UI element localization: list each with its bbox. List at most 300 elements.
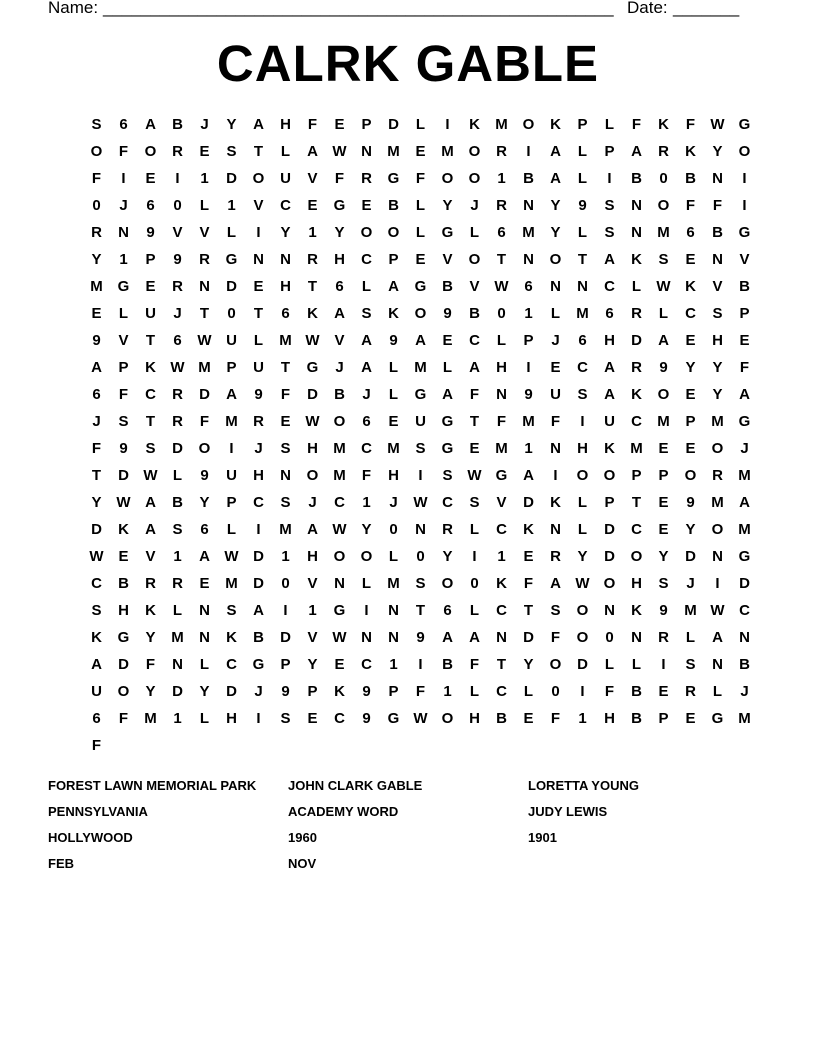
grid-cell: 0 [470,575,479,592]
grid-cell: K [307,305,318,322]
grid-cell: L [631,278,642,295]
grid-cell: W [413,710,428,727]
grid-cell: T [145,413,156,430]
grid-cell: K [631,386,642,403]
grid-cell: A [604,251,615,268]
word-list-item: JUDY LEWIS [528,804,608,819]
grid-cell: 0 [416,548,425,565]
grid-cell: D [118,467,129,484]
grid-cell: I [580,683,585,700]
grid-cell: O [657,386,670,403]
word-list-item: HOLLYWOOD [48,830,133,845]
grid-cell: G [738,413,751,430]
grid-cell: E [658,521,669,538]
grid-cell: R [172,386,183,403]
grid-cell: 9 [362,710,371,727]
word-list [48,777,768,881]
grid-cell: M [225,413,238,430]
grid-cell: I [121,170,126,187]
grid-cell: D [253,575,264,592]
grid-cell: M [441,143,454,160]
grid-cell: H [469,710,480,727]
grid-cell: O [630,548,643,565]
grid-cell: L [469,224,480,241]
grid-cell: L [118,305,129,322]
grid-cell: A [550,143,561,160]
grid-cell: K [550,494,561,511]
grid-cell: Y [685,521,696,538]
grid-cell: M [522,224,535,241]
grid-cell: S [577,386,588,403]
grid-cell: L [280,143,291,160]
grid-cell: D [226,278,237,295]
grid-cell: 6 [92,710,101,727]
grid-cell: W [656,278,671,295]
grid-cell: N [199,602,210,619]
grid-cell: C [739,602,750,619]
grid-cell: 0 [173,197,182,214]
grid-cell: 9 [659,359,668,376]
grid-cell: U [145,305,156,322]
grid-cell: N [550,440,561,457]
grid-cell: G [738,116,751,133]
grid-cell: 6 [200,521,209,538]
word-list-item: FEB [48,856,74,871]
grid-cell: A [604,359,615,376]
grid-cell: O [522,116,535,133]
grid-cell: E [334,656,345,673]
grid-cell: C [334,710,345,727]
grid-cell: K [145,359,156,376]
grid-cell: P [361,116,372,133]
grid-cell: W [710,602,725,619]
grid-cell: F [91,737,102,754]
grid-cell: W [413,494,428,511]
grid-cell: E [388,413,399,430]
grid-cell: C [226,656,237,673]
grid-cell: R [550,548,561,565]
grid-cell: N [280,251,291,268]
grid-cell: M [279,521,292,538]
grid-cell: Y [577,548,588,565]
grid-cell: H [577,440,588,457]
grid-cell: M [387,440,400,457]
grid-cell: O [657,197,670,214]
grid-cell: 6 [119,116,128,133]
grid-cell: F [307,116,318,133]
grid-cell: I [661,656,666,673]
grid-cell: N [334,575,345,592]
grid-cell: C [361,440,372,457]
grid-cell: 1 [497,548,506,565]
grid-cell: L [631,656,642,673]
grid-cell: L [496,332,507,349]
grid-cell: S [442,467,453,484]
grid-cell: Y [712,386,723,403]
grid-cell: C [334,494,345,511]
grid-cell: B [388,197,399,214]
grid-cell: M [657,413,670,430]
grid-cell: V [334,332,345,349]
grid-cell: L [388,386,399,403]
grid-cell: A [442,386,453,403]
grid-cell: L [172,467,183,484]
grid-cell: V [469,278,480,295]
grid-cell: E [685,386,696,403]
grid-cell: J [119,197,128,214]
grid-cell: R [172,143,183,160]
grid-cell: D [199,386,210,403]
word-list-item: 1901 [528,830,557,845]
grid-cell: D [604,521,615,538]
grid-cell: M [171,629,184,646]
grid-cell: 1 [524,440,533,457]
grid-cell: 1 [227,197,236,214]
grid-cell: B [523,170,534,187]
grid-cell: Y [550,224,561,241]
grid-cell: T [577,251,588,268]
grid-cell: O [711,440,724,457]
grid-cell: P [226,359,237,376]
grid-cell: V [118,332,129,349]
grid-cell: F [523,575,534,592]
grid-cell: D [577,656,588,673]
grid-cell: S [658,251,669,268]
grid-cell: V [172,224,183,241]
grid-cell: T [523,602,534,619]
grid-cell: 1 [281,548,290,565]
grid-cell: 9 [416,629,425,646]
grid-cell: V [496,494,507,511]
grid-cell: Y [199,683,210,700]
grid-cell: E [307,197,318,214]
grid-cell: 1 [389,656,398,673]
grid-cell: E [145,278,156,295]
grid-cell: U [550,386,561,403]
grid-cell: V [712,278,723,295]
grid-cell: B [172,494,183,511]
grid-cell: N [631,224,642,241]
grid-cell: E [685,710,696,727]
grid-cell: N [523,251,534,268]
grid-cell: J [335,359,344,376]
grid-cell: 1 [443,683,452,700]
grid-cell: 9 [443,305,452,322]
grid-cell: K [91,629,102,646]
word-list-item: PENNSYLVANIA [48,804,148,819]
grid-cell: G [117,629,130,646]
grid-cell: E [739,332,750,349]
grid-cell: L [361,278,372,295]
grid-cell: D [523,629,534,646]
grid-cell: N [604,602,615,619]
grid-cell: B [712,224,723,241]
grid-cell: A [469,359,480,376]
grid-cell: G [333,602,346,619]
grid-cell: P [577,116,588,133]
grid-cell: C [91,575,102,592]
grid-cell: E [442,332,453,349]
grid-cell: J [308,494,317,511]
grid-cell: 9 [146,224,155,241]
word-list-item: LORETTA YOUNG [528,778,639,793]
grid-cell: U [280,170,291,187]
grid-cell: Y [91,251,102,268]
grid-cell: C [631,521,642,538]
grid-cell: U [91,683,102,700]
grid-cell: I [742,197,747,214]
grid-cell: M [279,332,292,349]
grid-cell: R [658,629,669,646]
grid-cell: G [387,710,400,727]
grid-cell: I [553,467,558,484]
grid-cell: P [523,332,534,349]
grid-cell: S [712,305,723,322]
grid-cell: W [332,629,347,646]
grid-cell: A [307,521,318,538]
grid-cell: M [387,575,400,592]
grid-cell: H [307,548,318,565]
grid-cell: A [739,494,750,511]
grid-cell: H [604,710,615,727]
grid-cell: 6 [497,224,506,241]
grid-cell: K [118,521,129,538]
grid-cell: B [739,278,750,295]
grid-cell: U [226,332,237,349]
grid-cell: W [467,467,482,484]
grid-cell: K [226,629,237,646]
grid-cell: S [685,656,696,673]
grid-cell: 9 [686,494,695,511]
grid-cell: K [658,116,669,133]
puzzle-title: CALRK GABLE [216,35,600,92]
grid-cell: P [658,467,669,484]
grid-cell: 9 [389,332,398,349]
grid-cell: O [576,629,589,646]
grid-cell: D [118,656,129,673]
grid-cell: 1 [173,548,182,565]
grid-cell: J [740,440,749,457]
grid-cell: E [685,251,696,268]
grid-cell: H [280,278,291,295]
grid-cell: N [550,278,561,295]
grid-cell: 9 [173,251,182,268]
grid-cell: W [197,332,212,349]
grid-cell: O [117,683,130,700]
grid-cell: J [254,440,263,457]
word-list-item: ACADEMY WORD [288,804,399,819]
grid-cell: K [145,602,156,619]
grid-cell: O [576,602,589,619]
grid-cell: C [361,656,372,673]
grid-cell: L [199,710,210,727]
grid-cell: J [551,332,560,349]
grid-cell: A [442,629,453,646]
grid-cell: 6 [335,278,344,295]
grid-cell: Y [145,683,156,700]
grid-cell: F [685,116,696,133]
grid-cell: T [307,278,318,295]
grid-cell: B [631,710,642,727]
grid-cell: E [658,683,669,700]
grid-cell: N [631,629,642,646]
grid-cell: Y [307,656,318,673]
grid-cell: L [604,116,615,133]
grid-cell: 1 [524,305,533,322]
grid-cell: L [361,575,372,592]
grid-cell: N [631,197,642,214]
grid-cell: I [283,602,288,619]
grid-cell: R [145,575,156,592]
grid-cell: S [145,440,156,457]
grid-cell: N [388,629,399,646]
grid-cell: R [685,683,696,700]
grid-cell: O [468,170,481,187]
date-field: _______ [673,0,740,17]
grid-cell: U [415,413,426,430]
grid-cell: M [90,278,103,295]
grid-cell: R [253,413,264,430]
grid-cell: A [145,116,156,133]
grid-cell: Y [280,224,291,241]
grid-cell: K [685,143,696,160]
grid-cell: O [684,467,697,484]
grid-cell: N [712,170,723,187]
grid-cell: Y [442,548,453,565]
grid-cell: L [442,359,453,376]
grid-cell: V [307,170,318,187]
grid-cell: M [711,413,724,430]
grid-cell: H [226,710,237,727]
grid-cell: B [442,278,453,295]
grid-cell: K [523,521,534,538]
grid-cell: 9 [281,683,290,700]
grid-cell: E [523,710,534,727]
grid-cell: Y [145,629,156,646]
grid-cell: G [711,710,724,727]
grid-cell: 0 [389,521,398,538]
grid-cell: V [442,251,453,268]
grid-cell: D [172,440,183,457]
grid-cell: O [549,656,562,673]
grid-cell: M [522,413,535,430]
grid-cell: 1 [497,170,506,187]
grid-cell: Y [334,224,345,241]
grid-cell: H [334,251,345,268]
grid-cell: A [91,656,102,673]
grid-cell: Y [91,494,102,511]
grid-cell: B [631,683,642,700]
grid-cell: U [253,359,264,376]
grid-cell: C [631,413,642,430]
grid-cell: F [550,629,561,646]
grid-cell: E [199,143,210,160]
grid-cell: 9 [119,440,128,457]
grid-cell: L [388,359,399,376]
grid-cell: N [712,656,723,673]
grid-cell: D [253,548,264,565]
grid-cell: I [418,656,423,673]
grid-cell: R [712,467,723,484]
grid-cell: U [604,413,615,430]
grid-cell: E [145,170,156,187]
grid-cell: A [604,386,615,403]
grid-cell: E [361,197,372,214]
grid-cell: I [175,170,180,187]
grid-cell: G [738,548,751,565]
grid-cell: J [470,197,479,214]
grid-cell: N [577,278,588,295]
grid-cell: M [576,305,589,322]
grid-cell: P [145,251,156,268]
grid-cell: S [91,602,102,619]
grid-cell: N [496,386,507,403]
grid-cell: 6 [524,278,533,295]
grid-cell: B [469,305,480,322]
grid-cell: 1 [308,602,317,619]
word-list-item: FOREST LAWN MEMORIAL PARK [48,778,257,793]
grid-cell: 6 [173,332,182,349]
grid-cell: L [523,683,534,700]
grid-cell: A [91,359,102,376]
grid-cell: F [550,413,561,430]
grid-cell: 9 [524,386,533,403]
grid-cell: R [631,359,642,376]
grid-cell: G [414,386,427,403]
grid-cell: F [739,359,750,376]
grid-cell: O [441,710,454,727]
grid-cell: D [91,521,102,538]
grid-cell: 9 [254,386,263,403]
grid-cell: P [739,305,750,322]
grid-cell: M [225,575,238,592]
grid-cell: F [685,197,696,214]
grid-cell: B [496,710,507,727]
grid-cell: R [631,305,642,322]
grid-cell: T [199,305,210,322]
grid-cell: S [604,197,615,214]
grid-cell: M [630,440,643,457]
grid-cell: A [361,332,372,349]
grid-cell: M [333,467,346,484]
grid-cell: L [577,494,588,511]
grid-cell: L [226,521,237,538]
grid-cell: S [226,602,237,619]
grid-cell: F [550,710,561,727]
grid-cell: Y [226,116,237,133]
grid-cell: E [415,251,426,268]
grid-cell: I [256,521,261,538]
grid-cell: 1 [173,710,182,727]
grid-cell: P [604,143,615,160]
grid-cell: P [280,656,291,673]
grid-cell: L [415,197,426,214]
grid-cell: L [415,116,426,133]
grid-cell: K [631,251,642,268]
grid-cell: W [89,548,104,565]
grid-cell: E [658,440,669,457]
grid-cell: B [685,170,696,187]
grid-cell: V [145,548,156,565]
grid-cell: W [575,575,590,592]
grid-cell: N [388,602,399,619]
grid-cell: R [307,251,318,268]
grid-cell: T [280,359,291,376]
grid-cell: G [387,170,400,187]
grid-cell: A [631,143,642,160]
grid-cell: 9 [362,683,371,700]
grid-cell: C [685,305,696,322]
